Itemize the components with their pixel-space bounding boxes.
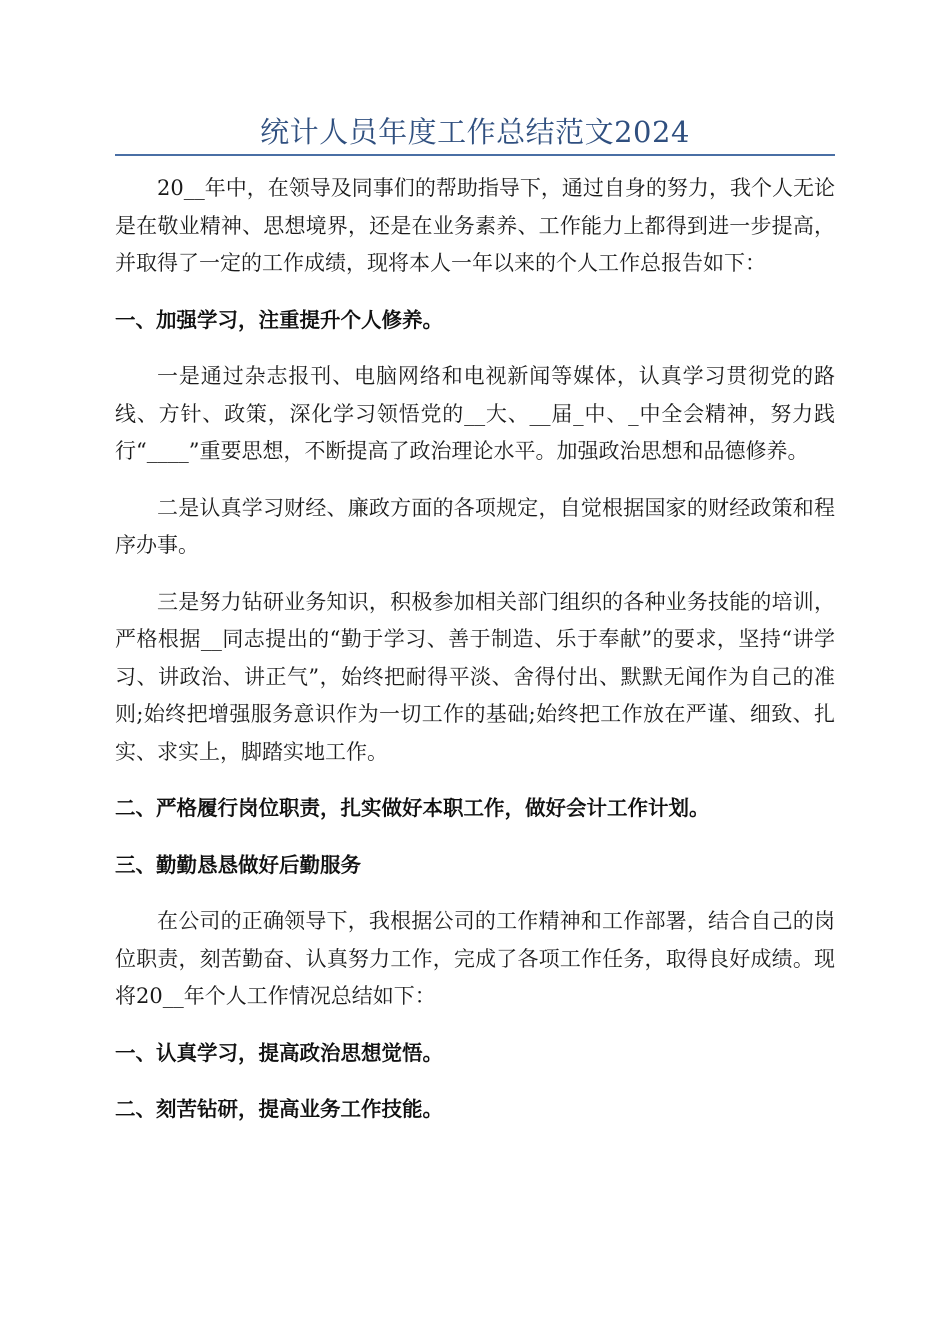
paragraph: 在公司的正确领导下，我根据公司的工作精神和工作部署，结合自己的岗位职责，刻苦勤奋、认真努力工作，完成了各项工作任务，取得良好成绩。现将20__年个人工作情况总结如下： xyxy=(115,909,835,1008)
paragraph: 二是认真学习财经、廉政方面的各项规定，自觉根据国家的财经政策和程序办事。 xyxy=(115,495,835,557)
document-body xyxy=(115,170,835,1148)
document-title: 统计人员年度工作总结范文2024 xyxy=(260,115,690,149)
section-heading: 一、加强学习，注重提升个人修养。 xyxy=(115,307,443,332)
paragraph-intro: 20__年中，在领导及同事们的帮助指导下，通过自身的努力，我个人无论是在敬业精神、思想境界，还是在业务素养、工作能力上都得到进一步提高，并取得了一定的工作成绩，现将本人一年以来的个人工作总报告如下： xyxy=(115,176,835,275)
section-heading: 二、刻苦钻研，提高业务工作技能。 xyxy=(115,1097,443,1121)
title-underline xyxy=(115,154,835,156)
section-heading: 二、严格履行岗位职责，扎实做好本职工作，做好会计工作计划。 xyxy=(115,796,710,820)
section-heading: 三、勤勤恳恳做好后勤服务 xyxy=(115,852,361,877)
paragraph: 三是努力钻研业务知识，积极参加相关部门组织的各种业务技能的培训，严格根据__同志提出的“勤于学习、善于制造、乐于奉献”的要求，坚持“讲学习、讲政治、讲正气”，始终把耐得平淡、舍得付出、默默无闻作为自己的准则;始终把增强服务意识作为一切工作的基础;始终把工作放在严谨、细致、扎实、求实上，脚踏实地工作。 xyxy=(115,589,835,764)
paragraph: 一是通过杂志报刊、电脑网络和电视新闻等媒体，认真学习贯彻党的路线、方针、政策，深化学习领悟党的__大、__届_中、_中全会精神，努力践行“____”重要思想，不断提高了政治理论水平。加强政治思想和品德修养。 xyxy=(115,364,835,463)
section-heading: 一、认真学习，提高政治思想觉悟。 xyxy=(115,1040,443,1065)
